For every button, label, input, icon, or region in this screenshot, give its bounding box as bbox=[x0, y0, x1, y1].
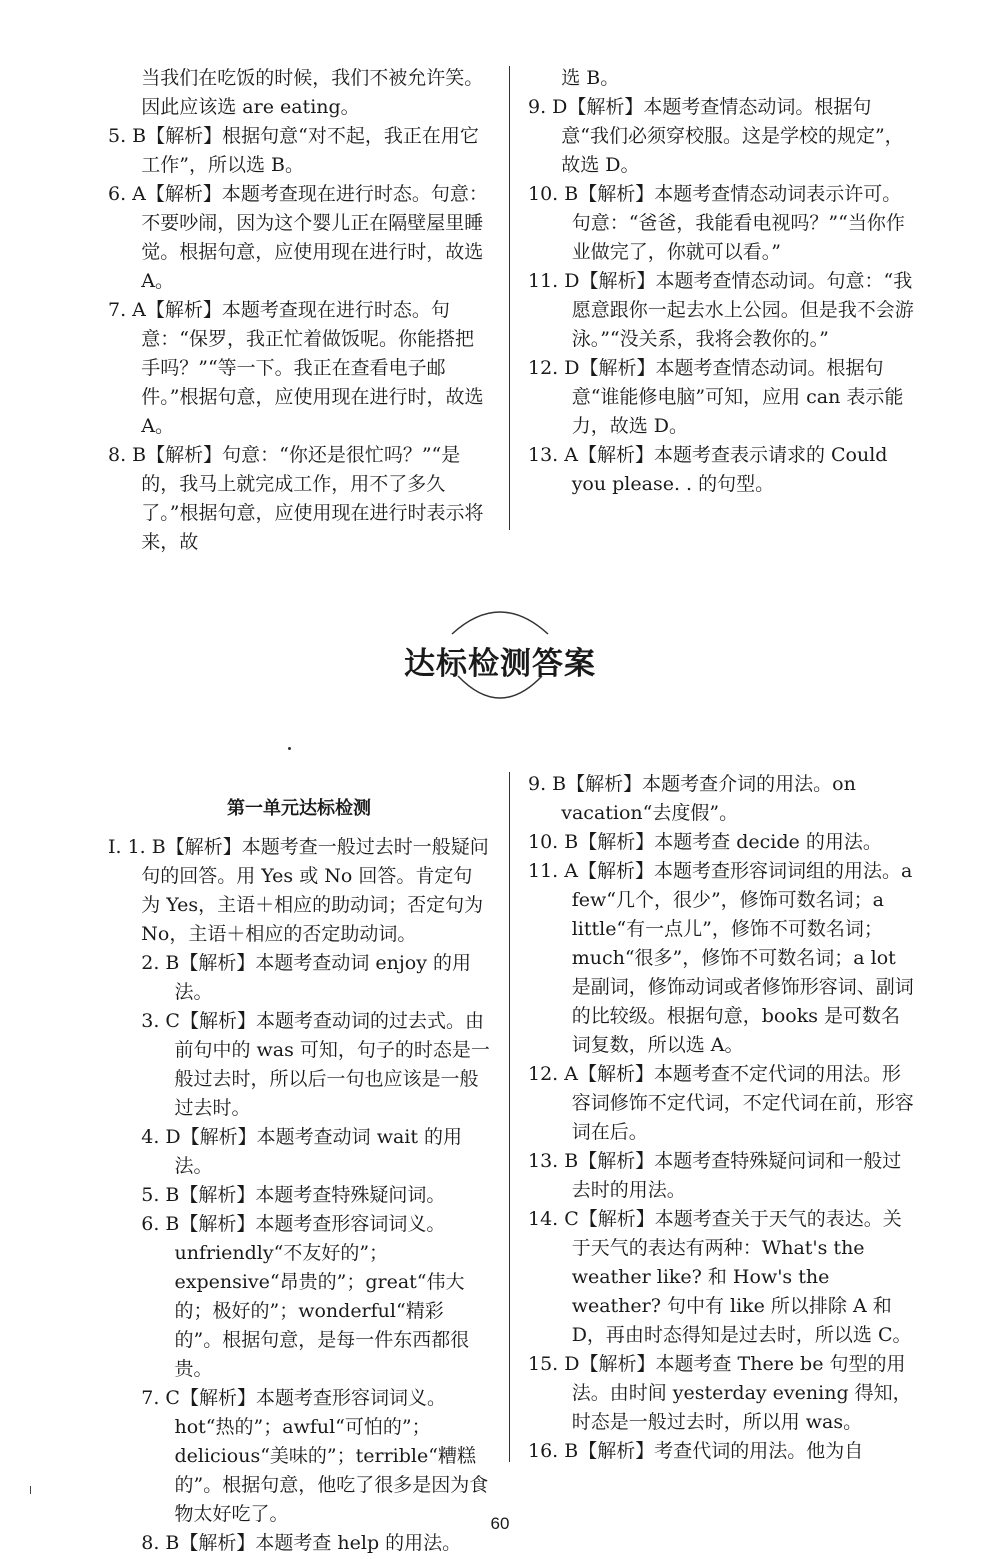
answer-continuation: 选 B。 bbox=[561, 67, 620, 89]
answer-item: 16. B【解析】考查代词的用法。他为自 bbox=[528, 1440, 864, 1462]
answer-item: 5. B【解析】根据句意“对不起，我正在用它工作”，所以选 B。 bbox=[108, 125, 479, 176]
bottom-right-column bbox=[528, 770, 916, 1466]
answer-item: 8. B【解析】句意：“你还是很忙吗？”“是的，我马上就完成工作，用不了多久了。”根据句意，应使用现在进行时表示将来，故 bbox=[108, 444, 484, 553]
unit-title: 第一单元达标检测 bbox=[227, 798, 371, 819]
answer-item: 13. B【解析】本题考查特殊疑问词和一般过去时的用法。 bbox=[528, 1150, 902, 1201]
answer-item: 11. A【解析】本题考查形容词词组的用法。a few“几个，很少”，修饰可数名词；a little“有一点儿”，修饰不可数名词；much“很多”，修饰不可数名词；a lot 是副词，修饰动词或者修饰形容词、副词的比较级。根据句意，books 是可数名词复数，所以选 A。 bbox=[528, 860, 914, 1056]
answer-item: 12. A【解析】本题考查不定代词的用法。形容词修饰不定代词，不定代词在前，形容词在后。 bbox=[528, 1063, 914, 1143]
page-number: 60 bbox=[490, 1514, 510, 1533]
answer-item: 7. A【解析】本题考查现在进行时态。句意：“保罗，我正忙着做饭呢。你能搭把手吗？”“等一下。我正在查看电子邮件。”根据句意，应使用现在进行时，故选 A。 bbox=[108, 299, 484, 437]
answer-item: 10. B【解析】本题考查 decide 的用法。 bbox=[528, 831, 882, 853]
answer-item: 14. C【解析】本题考查关于天气的表达。关于天气的表达有两种：What's the weather like? 和 How's the weather? 句中有 like 所以排除 A 和 D，再由时态得知是过去时，所以选 C。 bbox=[528, 1208, 912, 1346]
margin-mark bbox=[30, 1486, 31, 1494]
stray-dot bbox=[288, 747, 291, 750]
answer-item: 11. D【解析】本题考查情态动词。句意：“我愿意跟你一起去水上公园。但是我不会游泳。”“没关系，我将会教你的。” bbox=[528, 270, 914, 350]
answer-item: 5. B【解析】本题考查特殊疑问词。 bbox=[141, 1184, 446, 1206]
top-left-column bbox=[108, 64, 490, 557]
bottom-left-column bbox=[108, 788, 490, 1558]
answer-item: 9. B【解析】本题考查介词的用法。on vacation“去度假”。 bbox=[528, 773, 856, 824]
answer-item: 2. B【解析】本题考查动词 enjoy 的用法。 bbox=[141, 952, 472, 1003]
answer-item: 6. A【解析】本题考查现在进行时态。句意：不要吵闹，因为这个婴儿正在隔壁屋里睡觉。根据句意，应使用现在进行时，故选 A。 bbox=[108, 183, 488, 292]
top-right-column bbox=[528, 64, 916, 499]
answer-continuation: 当我们在吃饭的时候，我们不被允许笑。 bbox=[141, 67, 484, 89]
answer-item: 10. B【解析】本题考查情态动词表示许可。句意：“爸爸，我能看电视吗？”“当你作业做完了，你就可以看。” bbox=[528, 183, 905, 263]
answer-item: 15. D【解析】本题考查 There be 句型的用法。由时间 yesterday evening 得知，时态是一般过去时，所以用 was。 bbox=[528, 1353, 912, 1433]
answer-continuation: 因此应该选 are eating。 bbox=[141, 96, 360, 118]
answer-item: 6. B【解析】本题考查形容词词义。unfriendly“不友好的”；expensive“昂贵的”；great“伟大的；极好的”；wonderful“精彩的”。根据句意，是每一件东西都很贵。 bbox=[141, 1213, 470, 1380]
section-title: 达标检测答案 bbox=[404, 646, 596, 682]
answer-item: 7. C【解析】本题考查形容词词义。hot“热的”；awful“可怕的”；delicious“美味的”；terrible“糟糕的”。根据句意，他吃了很多是因为食物太好吃了。 bbox=[141, 1387, 489, 1525]
column-divider bbox=[509, 66, 510, 530]
column-divider bbox=[509, 772, 510, 1462]
answer-item: 13. A【解析】本题考查表示请求的 Could you please. . 的句型。 bbox=[528, 444, 888, 495]
answer-item: 4. D【解析】本题考查动词 wait 的用法。 bbox=[141, 1126, 463, 1177]
answer-item: 9. D【解析】本题考查情态动词。根据句意“我们必须穿校服。这是学校的规定”，故选 D。 bbox=[528, 96, 904, 176]
answer-item: 8. B【解析】本题考查 help 的用法。 bbox=[141, 1532, 462, 1554]
answer-item: 3. C【解析】本题考查动词的过去式。由前句中的 was 可知，句子的时态是一般过去时，所以后一句也应该是一般过去时。 bbox=[141, 1010, 490, 1119]
answer-item: 12. D【解析】本题考查情态动词。根据句意“谁能修电脑”可知，应用 can 表示能力，故选 D。 bbox=[528, 357, 904, 437]
answer-item: Ⅰ. 1. B【解析】本题考查一般过去时一般疑问句的回答。用 Yes 或 No 回答。肯定句为 Yes，主语＋相应的助动词；否定句为 No，主语＋相应的否定助动词。 bbox=[108, 836, 489, 945]
